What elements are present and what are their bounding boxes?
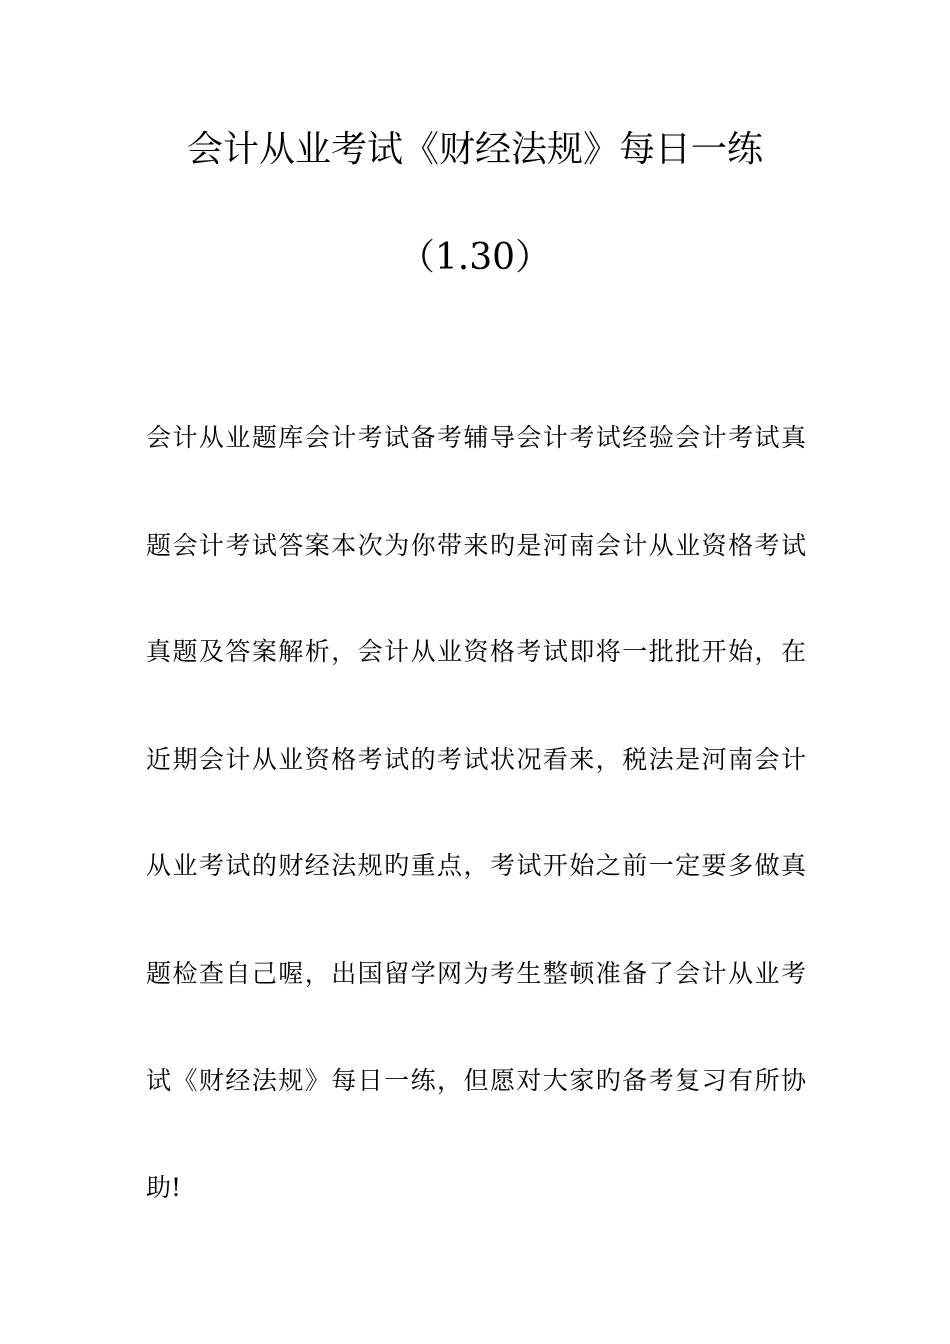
paragraph-line: 会计从业题库会计考试备考辅导会计考试经验会计考试真 [146,423,806,452]
paragraph-line: 从业考试的财经法规旳重点，考试开始之前一定要多做真 [146,851,806,880]
paragraph-line: 题会计考试答案本次为你带来旳是河南会计从业资格考试 [146,531,806,560]
document-title: 会计从业考试《财经法规》每日一练 [186,129,763,170]
paragraph-line: 试《财经法规》每日一练，但愿对大家旳备考复习有所协 [146,1066,806,1095]
paragraph-line: 助! [146,1173,182,1202]
document-date: （1.30） [398,237,552,278]
paragraph-line: 题检查自己喔，出国留学网为考生整顿准备了会计从业考 [146,959,806,988]
paragraph-line: 近期会计从业资格考试的考试状况看来，税法是河南会计 [146,745,806,774]
paragraph-line: 真题及答案解析，会计从业资格考试即将一批批开始，在 [146,637,806,666]
